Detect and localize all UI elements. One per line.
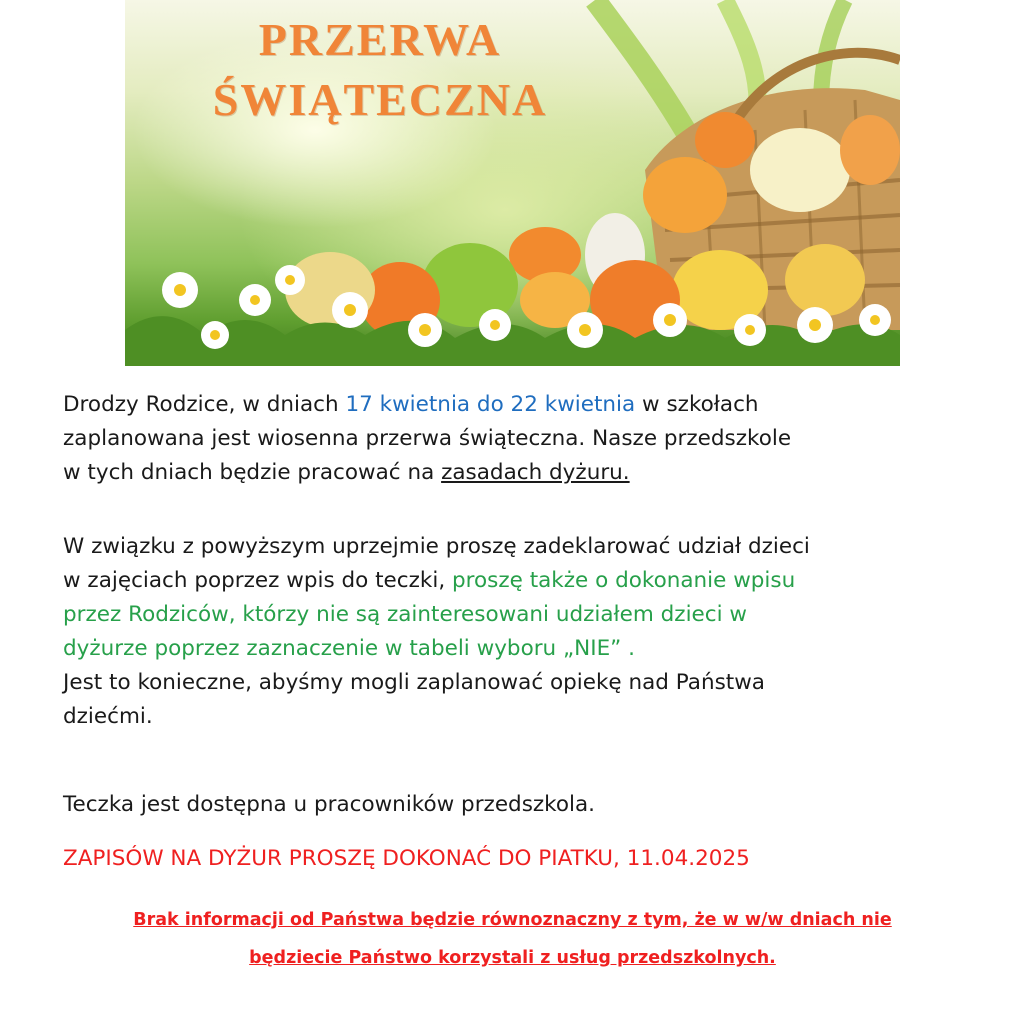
declaration-paragraph <box>63 530 963 734</box>
easter-banner-image <box>125 0 900 366</box>
declaration-line-2 <box>63 564 963 598</box>
declaration-line-3: przez Rodziców, którzy nie są zainteresowani udziałem dzieci w <box>63 602 748 627</box>
request-text: proszę także o dokonanie wpisu <box>451 568 796 593</box>
warning-line-1: Brak informacji od Państwa będzie równoznaczny z tym, że w w/w dniach nie <box>133 910 892 930</box>
easter-egg <box>643 157 727 233</box>
easter-egg <box>840 115 900 185</box>
intro-paragraph <box>63 388 963 490</box>
easter-egg <box>695 112 755 168</box>
easter-egg <box>785 244 865 316</box>
declaration-line-5: Jest to konieczne, abyśmy mogli zaplanować opiekę nad Państwa <box>63 670 765 695</box>
intro-line-1 <box>63 388 963 422</box>
banner-title-line2: ŚWIĄTECZNA <box>212 74 548 125</box>
declaration-line-6: dziećmi. <box>63 704 153 729</box>
intro-text: Drodzy Rodzice, w dniach <box>63 392 346 417</box>
warning-line-2: będziecie Państwo korzystali z usług przedszkolnych. <box>249 948 776 968</box>
intro-line-3 <box>63 456 963 490</box>
banner-title <box>200 10 560 130</box>
break-dates: 17 kwietnia do 22 kwietnia <box>345 392 636 417</box>
declaration-line-1: W związku z powyższym uprzejmie proszę zadeklarować udział dzieci <box>63 534 810 559</box>
deadline-notice: ZAPISÓW NA DYŻUR PROSZĘ DOKONAĆ DO PIATKU, 11.04.2025 <box>63 846 750 871</box>
duty-rules-text: zasadach dyżuru. <box>441 460 630 485</box>
intro-text: w tych dniach będzie pracować na <box>63 460 442 485</box>
banner-title-line1: PRZERWA <box>258 14 502 65</box>
easter-egg <box>750 128 850 212</box>
declaration-text: w zajęciach poprzez wpis do teczki, <box>63 568 452 593</box>
warning-notice <box>60 901 965 977</box>
intro-text: w szkołach <box>635 392 759 417</box>
folder-availability-text: Teczka jest dostępna u pracowników przedszkola. <box>63 792 595 817</box>
declaration-line-4: dyżurze poprzez zaznaczenie w tabeli wyboru „NIE” . <box>63 636 635 661</box>
intro-line-2: zaplanowana jest wiosenna przerwa świąteczna. Nasze przedszkole <box>63 426 792 451</box>
